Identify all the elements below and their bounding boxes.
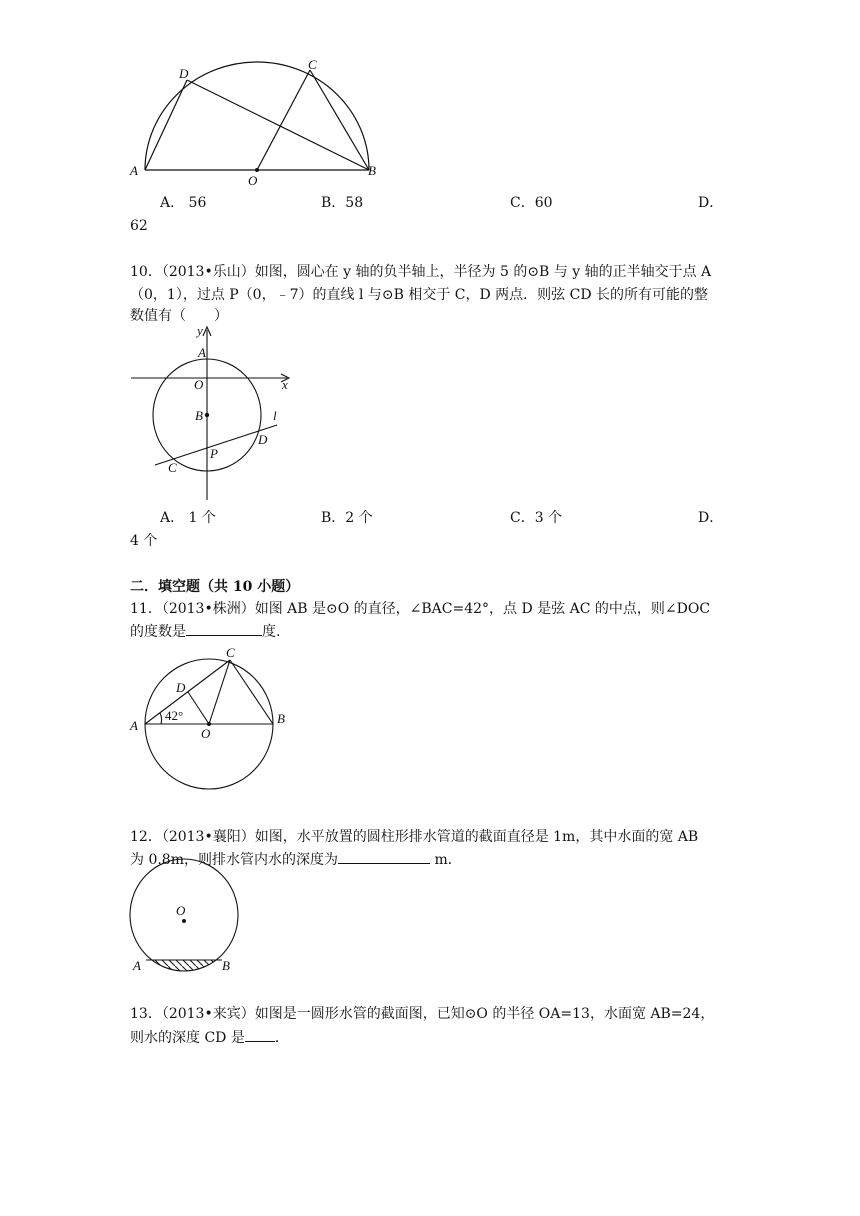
q13-line2: [130, 1027, 289, 1048]
q10-line1: 10．（2013•乐山）如图，圆心在 y 轴的负半轴上，半径为 5 的⊙B 与 y 轴的正半轴交于点 A: [130, 264, 712, 280]
q10-label-b: B: [195, 408, 203, 423]
section-heading: 二．填空题（共 10 小题）: [130, 579, 300, 595]
q12-line1: 12．（2013•襄阳）如图，水平放置的圆柱形排水管道的截面直径是 1m，其中水面的宽 AB: [130, 829, 699, 845]
q13-answer-blank[interactable]: [245, 1027, 275, 1042]
q11-angle-label: 42°: [165, 708, 184, 723]
q10-option-d: D．: [698, 510, 724, 526]
q9-label-b: B: [368, 163, 376, 178]
q10-option-a: A． 1 个: [160, 510, 216, 526]
q12-line2-suffix: m．: [430, 852, 462, 868]
q10-label-o: O: [194, 377, 204, 392]
q11-label-c: C: [226, 645, 235, 660]
q9-option-d: D．: [698, 195, 724, 211]
q10-label-d: D: [258, 432, 268, 447]
q11-line2-suffix: 度.: [262, 624, 281, 640]
q9-label-c: C: [308, 57, 317, 72]
q10-label-a: A: [198, 345, 206, 360]
q9-option-b: B．58: [321, 195, 364, 211]
q9-option-a: A． 56: [160, 195, 207, 211]
q10-label-c: C: [168, 460, 177, 475]
q10-option-b: B．2 个: [321, 510, 373, 526]
q11-label-o: O: [201, 726, 211, 741]
q11-label-a: A: [130, 718, 138, 733]
q13-line2-suffix: ．: [274, 1030, 289, 1046]
q9-label-o: O: [248, 173, 258, 188]
q13-line2-prefix: 则水的深度 CD 是: [130, 1030, 245, 1046]
q12-line2-prefix: 为 0.8m，则排水管内水的深度为: [130, 852, 338, 868]
q12-label-a: A: [133, 958, 141, 973]
q10-label-x: x: [282, 377, 288, 392]
q12-label-o: O: [176, 903, 186, 918]
q10-line2: （0，1），过点 P（0，﹣7）的直线 l 与⊙B 相交于 C，D 两点．则弦 CD 长的所有可能的整: [130, 287, 709, 303]
q10-option-c: C．3 个: [510, 510, 563, 526]
q9-label-a: A: [130, 163, 138, 178]
q11-label-b: B: [277, 711, 285, 726]
q13-line1: 13．（2013•来宾）如图是一圆形水管的截面图，已知⊙O 的半径 OA=13，水面宽 AB=24，: [130, 1006, 715, 1022]
q10-option-d-value: 4 个: [130, 533, 158, 549]
q11-line1: 11．（2013•株洲）如图 AB 是⊙O 的直径，∠BAC=42°，点 D 是弦 AC 的中点，则∠DOC: [130, 601, 711, 617]
q10-label-p: P: [210, 446, 218, 461]
q12-center-dot: [182, 919, 186, 923]
q10-label-l: l: [273, 408, 277, 423]
q11-line2-prefix: 的度数是: [130, 624, 186, 640]
q10-line3: 数值有（ ）: [130, 308, 228, 324]
q9-option-c: C．60: [510, 195, 553, 211]
q12-label-b: B: [222, 958, 230, 973]
q9-label-d: D: [179, 66, 189, 81]
q9-option-d-value: 62: [130, 218, 148, 234]
q11-label-d: D: [176, 680, 186, 695]
q10-label-y: y: [197, 323, 203, 338]
